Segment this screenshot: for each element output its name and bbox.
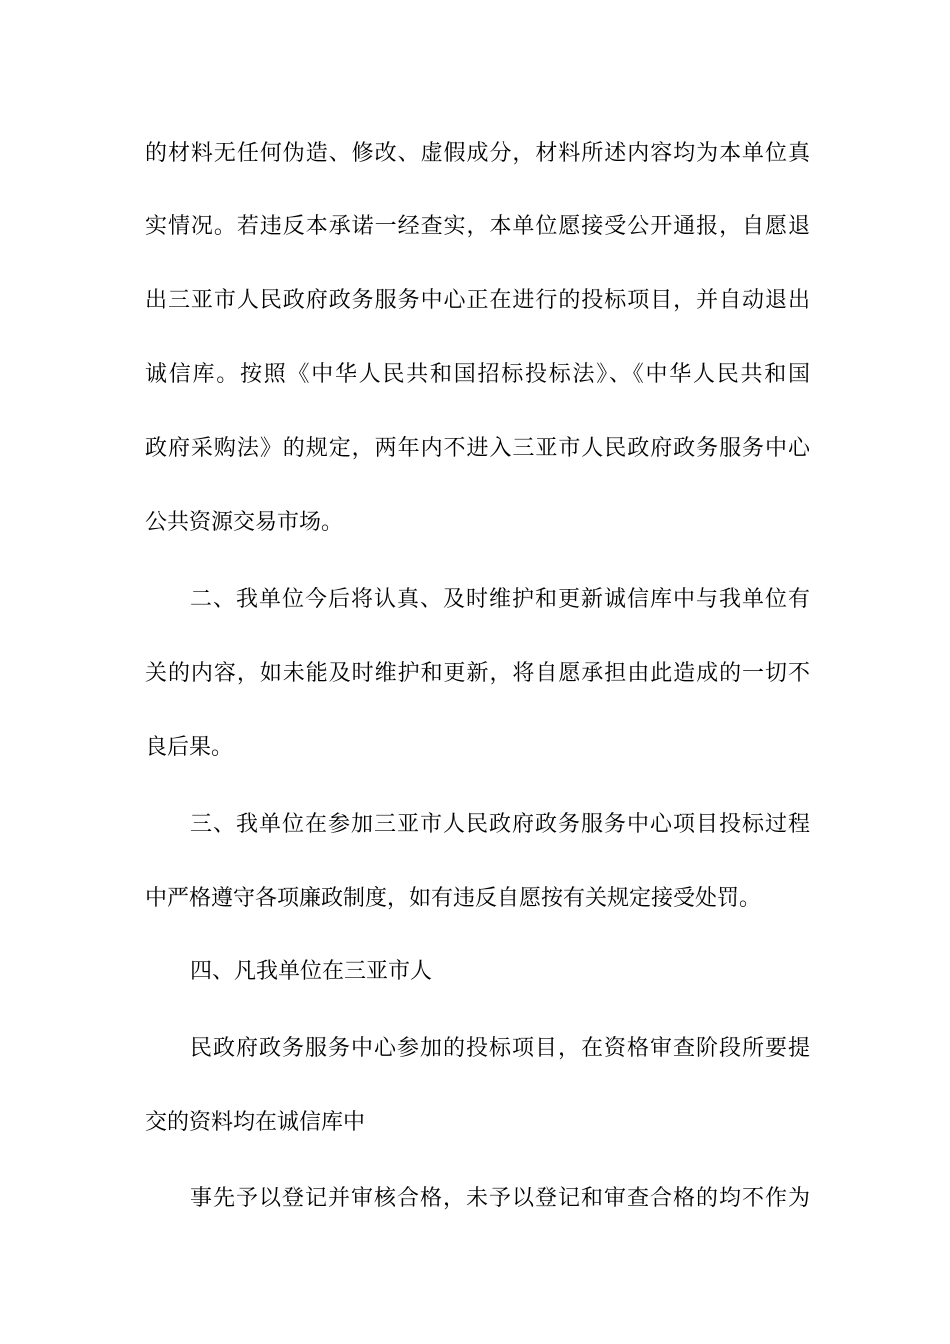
paragraph-line-7: 二、我单位今后将认真、及时维护和更新诚信库中与我单位有: [190, 587, 810, 612]
paragraph-line-11: 中严格遵守各项廉政制度，如有违反自愿按有关规定接受处罚。: [145, 886, 762, 911]
paragraph-line-5: 政府采购法》的规定，两年内不进入三亚市人民政府政务服务中心: [145, 436, 810, 461]
paragraph-line-2: 实情况。若违反本承诺一经查实，本单位愿接受公开通报，自愿退: [145, 214, 810, 239]
paragraph-line-15: 事先予以登记并审核合格，未予以登记和审查合格的均不作为: [190, 1186, 810, 1211]
paragraph-line-10: 三、我单位在参加三亚市人民政府政务服务中心项目投标过程: [190, 812, 810, 837]
paragraph-line-1: 的材料无任何伪造、修改、虚假成分，材料所述内容均为本单位真: [145, 141, 810, 166]
paragraph-line-4: 诚信库。按照《中华人民共和国招标投标法》、《中华人民共和国: [145, 362, 810, 387]
paragraph-line-14: 交的资料均在诚信库中: [145, 1110, 366, 1135]
paragraph-line-9: 良后果。: [145, 735, 234, 760]
paragraph-line-12: 四、凡我单位在三亚市人: [190, 959, 433, 984]
paragraph-line-6: 公共资源交易市场。: [145, 510, 344, 535]
paragraph-line-8: 关的内容，如未能及时维护和更新，将自愿承担由此造成的一切不: [145, 661, 810, 686]
paragraph-line-3: 出三亚市人民政府政务服务中心正在进行的投标项目，并自动退出: [145, 288, 810, 313]
paragraph-line-13: 民政府政务服务中心参加的投标项目，在资格审查阶段所要提: [190, 1036, 810, 1061]
